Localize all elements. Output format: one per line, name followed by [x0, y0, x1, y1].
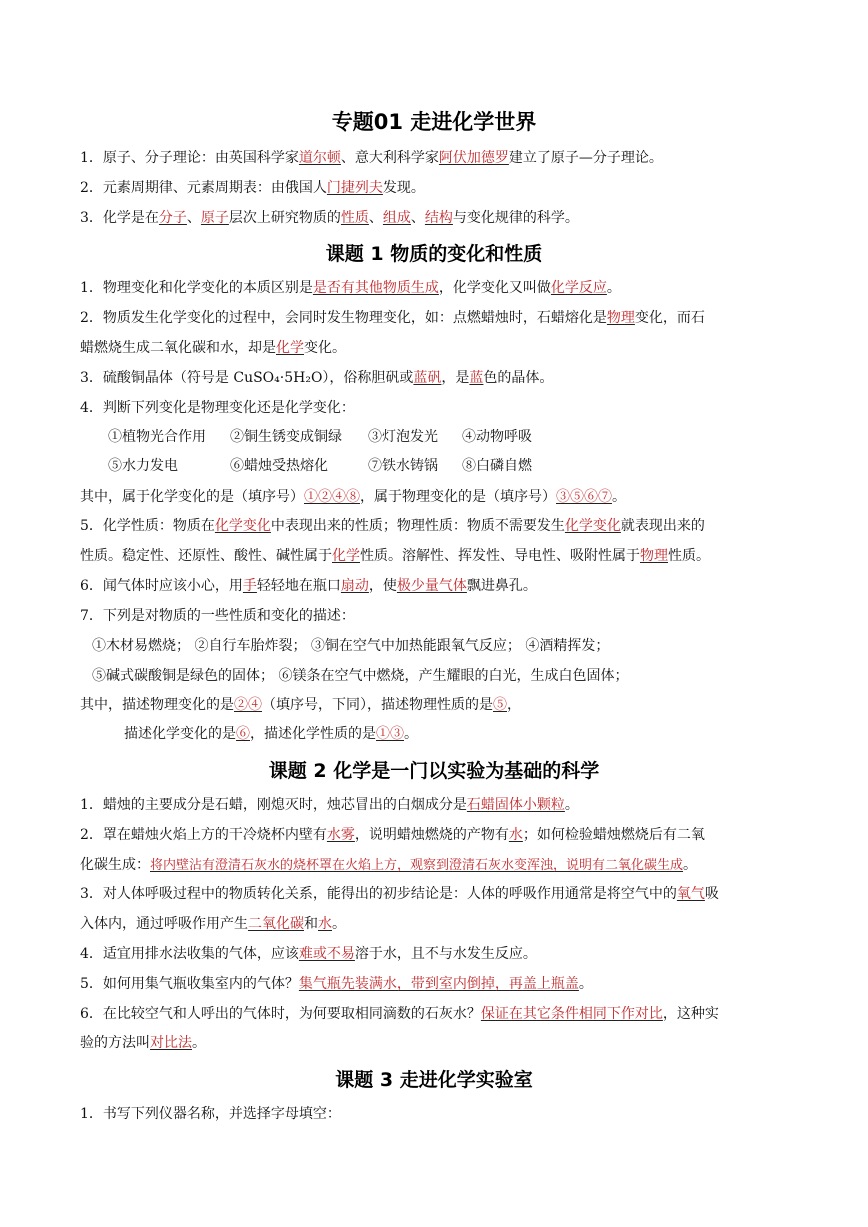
- answer-blank: 极少量气体: [396, 578, 467, 594]
- option-item: ①植物光合作用: [108, 429, 206, 445]
- text: 色的晶体。: [483, 370, 554, 386]
- s1-q4: [80, 398, 792, 418]
- s1-q2-line-1: [80, 308, 792, 328]
- s1-q7-options-row-2: ⑤碱式碳酸铜是绿色的固体； ⑥镁条在空气中燃烧，产生耀眼的白光，生成白色固体；: [92, 668, 629, 684]
- answer-blank: 分子: [158, 210, 187, 226]
- s1-q2-line-2: [80, 338, 792, 358]
- s2-q2-line-1: [80, 825, 792, 845]
- s1-q3: [80, 368, 792, 388]
- text: 1．物理变化和化学变化的本质区别是: [80, 280, 313, 296]
- s2-q2-line-2: [80, 855, 792, 876]
- answer-blank: 集气瓶先装满水，带到室内倒掉，再盖上瓶盖: [298, 976, 579, 992]
- text: 就表现出来的: [620, 518, 705, 534]
- text: 化碳生成：: [80, 857, 150, 873]
- answer-blank: 难或不易: [298, 946, 355, 962]
- text: ，使: [368, 578, 397, 594]
- text: ，化学变化又叫做: [438, 280, 551, 296]
- text: 入体内，通过呼吸作用产生: [80, 916, 248, 932]
- intro-line-2: [80, 178, 792, 198]
- option-item: ②铜生锈变成铜绿: [230, 429, 342, 445]
- s1-q6: [80, 576, 792, 596]
- s1-q4-options-row-1: [108, 427, 820, 447]
- text: 3．硫酸铜晶体（符号是 CuSO₄·5H₂O），俗称胆矾或: [80, 370, 414, 386]
- answer-blank: 阿伏加德罗: [438, 150, 509, 166]
- answer-blank: 是否有其他物质生成: [312, 280, 439, 296]
- text: 飘进鼻孔。: [466, 578, 537, 594]
- text: 其中，描述物理变化的是: [80, 697, 234, 713]
- text: 吸: [704, 886, 719, 902]
- answer-blank: ⑤: [493, 697, 507, 713]
- s1-q4-answer: [80, 487, 792, 507]
- s1-q4-options-row-2: [108, 456, 820, 476]
- answer-blank: 化学反应: [550, 280, 607, 296]
- answer-blank: 石蜡固体小颗粒: [466, 797, 565, 813]
- text: 性质。溶解性、挥发性、导电性、吸附性属于: [360, 548, 640, 564]
- s1-q7-options-row-1: ①木材易燃烧； ②自行车胎炸裂； ③铜在空气中加热能跟氧气反应； ④酒精挥发；: [92, 638, 610, 654]
- answer-blank: 氧气: [676, 886, 705, 902]
- text: 。: [578, 976, 593, 992]
- text: 其中，属于化学变化的是（填序号）: [80, 489, 304, 505]
- text: 2．物质发生化学变化的过程中，会同时发生物理变化，如：点燃蜡烛时，石蜡熔化是: [80, 310, 607, 326]
- text: 性质。: [668, 548, 710, 564]
- text: 发现。: [382, 180, 425, 196]
- s2-q6-line-1: [80, 1004, 792, 1024]
- text: 层次上研究物质的: [228, 210, 341, 226]
- answer-blank: ①②④⑧: [304, 489, 360, 505]
- text: 。: [564, 797, 579, 813]
- s2-q6-line-2: [80, 1033, 792, 1053]
- text: ，属于物理变化的是（填序号）: [360, 489, 556, 505]
- text: 5．如何用集气瓶收集室内的气体？: [80, 976, 299, 992]
- answer-blank: 对比法: [150, 1035, 192, 1051]
- text: 。: [404, 726, 418, 742]
- text: 变化，而石: [634, 310, 705, 326]
- answer-blank: 化学: [332, 548, 360, 564]
- s1-q5-line-2: [80, 546, 792, 566]
- answer-blank: 结构: [424, 210, 453, 226]
- text: 溶于水，且不与水发生反应。: [354, 946, 537, 962]
- text: 蜡燃烧生成二氧化碳和水，却是: [80, 340, 276, 356]
- text: 3．对人体呼吸过程中的物质转化关系，能得出的初步结论是：人体的呼吸作用通常是将空气中的: [80, 886, 677, 902]
- option-item: ⑥蜡烛受热熔化: [230, 458, 328, 474]
- s1-q5-line-1: [80, 516, 792, 536]
- s2-q3-line-2: [80, 914, 792, 934]
- s1-q7-answer-line-2: [124, 724, 836, 744]
- answer-blank: 化学变化: [564, 518, 621, 534]
- text: 。: [683, 857, 698, 873]
- section-title-2: 课题 2 化学是一门以实验为基础的科学: [268, 760, 600, 782]
- text: 。: [332, 916, 346, 932]
- text: 与变化规律的科学。: [452, 210, 579, 226]
- option-item: ⑤水力发电: [108, 458, 178, 474]
- s1-q1: [80, 278, 792, 298]
- option-item: ⑧白磷自燃: [462, 458, 532, 474]
- answer-blank: ⑥: [236, 726, 250, 742]
- text: 建立了原子—分子理论。: [508, 150, 663, 166]
- answer-blank: 道尔顿: [298, 150, 341, 166]
- text: 和: [304, 916, 318, 932]
- text: （填序号，下同），描述物理性质的是: [262, 697, 493, 713]
- answer-blank: 物理: [606, 310, 635, 326]
- text: 验的方法叫: [80, 1035, 150, 1051]
- text: 。: [612, 489, 626, 505]
- text: 3．化学是在: [80, 210, 159, 226]
- section-title-1: 课题 1 物质的变化和性质: [325, 243, 543, 265]
- text: ，说明蜡烛燃烧的产物有: [354, 827, 509, 843]
- text: 1．原子、分子理论：由英国科学家: [80, 150, 299, 166]
- text: 1．蜡烛的主要成分是石蜡，刚熄灭时，烛芯冒出的白烟成分是: [80, 797, 467, 813]
- option-item: ④动物呼吸: [462, 429, 532, 445]
- answer-blank: 将内壁沾有澄清石灰水的烧杯罩在火焰上方，观察到澄清石灰水变浑浊，说明有二氧化碳生成: [150, 858, 684, 873]
- s1-q7: [80, 606, 792, 626]
- text: 中表现出来的性质；物理性质：物质不需要发生: [270, 518, 565, 534]
- s1-q7-answer-line-1: [80, 695, 792, 715]
- option-item: ⑦铁水铸锅: [368, 458, 438, 474]
- answer-blank: ③⑤⑥⑦: [556, 489, 612, 505]
- s2-q1: [80, 795, 792, 815]
- section-title-3: 课题 3 走进化学实验室: [335, 1069, 533, 1091]
- text: 轻轻地在瓶口: [256, 578, 341, 594]
- text: 、: [410, 210, 425, 226]
- text: ，描述化学性质的是: [250, 726, 376, 742]
- answer-blank: 水雾: [326, 827, 355, 843]
- option-item: ③灯泡发光: [368, 429, 438, 445]
- answer-blank: 化学变化: [214, 518, 271, 534]
- answer-blank: 手: [242, 578, 257, 594]
- answer-blank: 水: [318, 916, 332, 932]
- s2-q3-line-1: [80, 884, 792, 904]
- answer-blank: 蓝矾: [413, 370, 442, 386]
- text: ，: [507, 697, 521, 713]
- answer-blank: 性质: [340, 210, 369, 226]
- text: 2．罩在蜡烛火焰上方的干冷烧杯内壁有: [80, 827, 327, 843]
- text: 7．下列是对物质的一些性质和变化的描述：: [80, 608, 355, 624]
- answer-blank: 保证在其它条件相同下作对比: [480, 1006, 663, 1022]
- text: 、: [368, 210, 383, 226]
- text: 变化。: [304, 340, 346, 356]
- answer-blank: 二氧化碳: [248, 916, 304, 932]
- text: 6．在比较空气和人呼出的气体时，为何要取相同滴数的石灰水？: [80, 1006, 481, 1022]
- intro-line-3: [80, 208, 792, 228]
- text: 1．书写下列仪器名称，并选择字母填空：: [80, 1106, 341, 1122]
- answer-blank: 化学: [276, 340, 304, 356]
- answer-blank: 组成: [382, 210, 411, 226]
- text: 4．适宜用排水法收集的气体，应该: [80, 946, 299, 962]
- answer-blank: 门捷列夫: [326, 180, 383, 196]
- text: 描述化学变化的是: [124, 726, 236, 742]
- s2-q4: [80, 944, 792, 964]
- document-title: 专题01 走进化学世界: [331, 110, 537, 134]
- s2-q5: [80, 974, 792, 994]
- text: 4．判断下列变化是物理变化还是化学变化：: [80, 400, 355, 416]
- answer-blank: 原子: [200, 210, 229, 226]
- s3-q1: [80, 1104, 792, 1124]
- text: 。: [606, 280, 621, 296]
- text: 、意大利科学家: [340, 150, 439, 166]
- answer-blank: 水: [508, 827, 523, 843]
- text: 6．闻气体时应该小心，用: [80, 578, 243, 594]
- text: 。: [192, 1035, 206, 1051]
- text: 、: [186, 210, 201, 226]
- intro-line-1: [80, 148, 792, 168]
- text: 2．元素周期律、元素周期表：由俄国人: [80, 180, 327, 196]
- text: 5．化学性质：物质在: [80, 518, 215, 534]
- text: ，这种实: [662, 1006, 719, 1022]
- answer-blank: 物理: [640, 548, 668, 564]
- answer-blank: ①③: [376, 726, 404, 742]
- text: ，是: [441, 370, 470, 386]
- text: ；如何检验蜡烛燃烧后有二氧: [522, 827, 705, 843]
- text: 性质。稳定性、还原性、酸性、碱性属于: [80, 548, 332, 564]
- answer-blank: 扇动: [340, 578, 369, 594]
- answer-blank: 蓝: [469, 370, 484, 386]
- answer-blank: ②④: [234, 697, 262, 713]
